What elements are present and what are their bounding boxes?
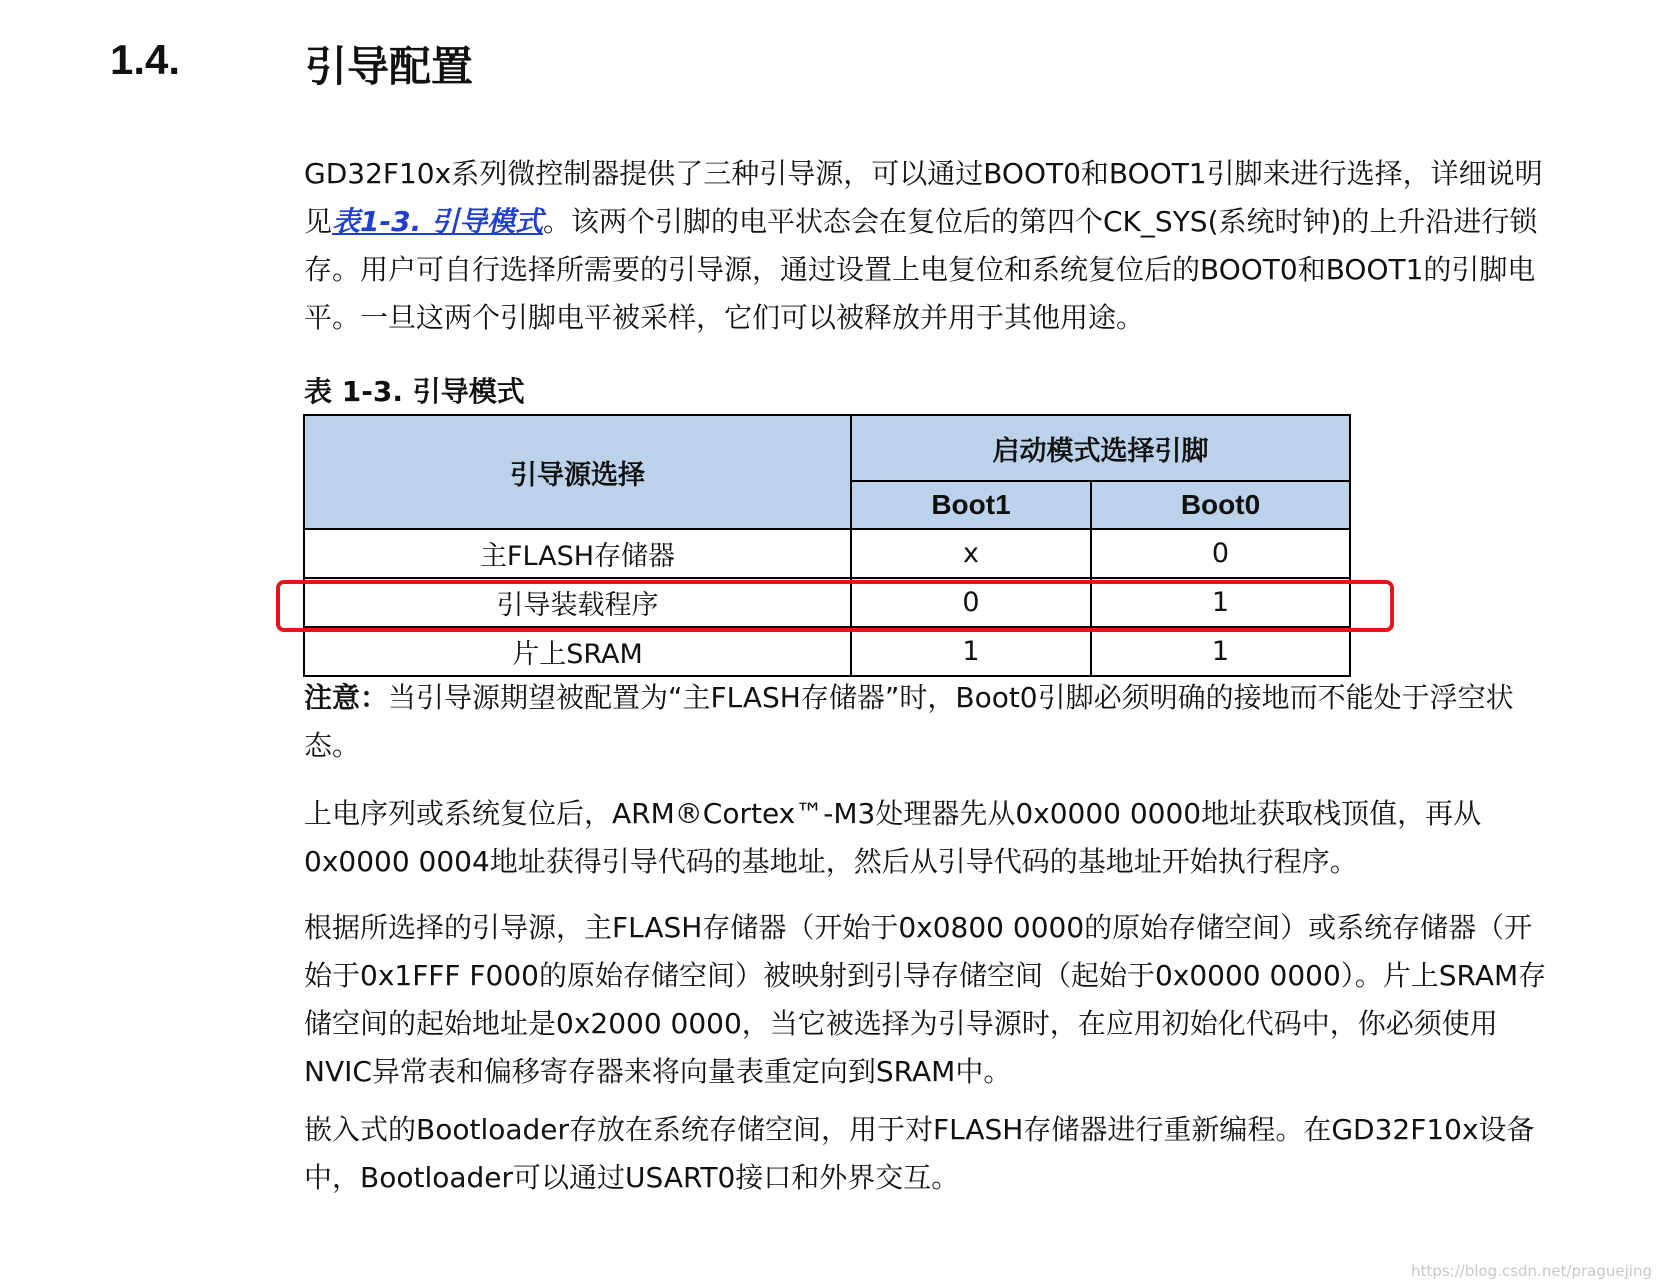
intro-text-before-link: GD32F10x系列微控制器提供了三种引导源，可以通过BOOT0和BOOT1引脚来进行选择，详细说明见 [304, 157, 1543, 238]
cell-source: 片上SRAM [304, 627, 851, 676]
highlight-box [276, 580, 1394, 632]
table-reference-link[interactable]: 表1-3. 引导模式 [332, 205, 543, 238]
bootloader-paragraph: 嵌入式的Bootloader存放在系统存储空间，用于对FLASH存储器进行重新编程。在GD32F10x设备中，Bootloader可以通过USART0接口和外界交互。 [304, 1113, 1535, 1194]
note-label: 注意： [304, 681, 389, 714]
header-boot-source: 引导源选择 [304, 415, 851, 529]
intro-paragraph [304, 150, 1556, 342]
table-caption: 表 1-3. 引导模式 [304, 375, 525, 408]
section-number: 1.4. [110, 36, 181, 83]
cell-boot0: 0 [1091, 529, 1350, 578]
cell-source: 主FLASH存储器 [304, 529, 851, 578]
reset-sequence-paragraph: 上电序列或系统复位后，ARM®Cortex™-M3处理器先从0x0000 0000地址获取栈顶值，再从0x0000 0004地址获得引导代码的基地址，然后从引导代码的基地址开始执行程序。 [304, 797, 1482, 878]
header-boot0: Boot0 [1091, 481, 1350, 529]
memory-mapping-paragraph: 根据所选择的引导源，主FLASH存储器（开始于0x0800 0000的原始存储空间）或系统存储器（开始于0x1FFF F000的原始存储空间）被映射到引导存储空间（起始于0x0000 0000）。片上SRAM存储空间的起始地址是0x2000 0000，当它被选择为引导源时，在应用初始化代码中，你必须使用NVIC异常表和偏移寄存器来将向量表重定向到SRAM中。 [304, 911, 1547, 1088]
watermark-text: https://blog.csdn.net/praguejing [1411, 1262, 1652, 1280]
boot-mode-table [303, 414, 1351, 677]
note-paragraph [304, 674, 1556, 770]
header-boot-pins: 启动模式选择引脚 [851, 415, 1350, 481]
cell-boot1: 1 [851, 627, 1091, 676]
header-boot1: Boot1 [851, 481, 1091, 529]
cell-source: 引导装载程序 [304, 578, 851, 627]
intro-text-after-link: 。该两个引脚的电平状态会在复位后的第四个CK_SYS(系统时钟)的上升沿进行锁存。用户可自行选择所需要的引导源，通过设置上电复位和系统复位后的BOOT0和BOOT1的引脚电平。一旦这两个引脚电平被采样，它们可以被释放并用于其他用途。 [304, 205, 1538, 334]
cell-boot1: 0 [851, 578, 1091, 627]
cell-boot0: 1 [1091, 627, 1350, 676]
cell-boot1: x [851, 529, 1091, 578]
table-row [304, 529, 1350, 578]
table-header-row [304, 415, 1350, 481]
note-text: 当引导源期望被配置为“主FLASH存储器”时，Boot0引脚必须明确的接地而不能处于浮空状态。 [304, 681, 1514, 762]
cell-boot0: 1 [1091, 578, 1350, 627]
section-title: 引导配置 [305, 42, 474, 91]
table-row [304, 627, 1350, 676]
